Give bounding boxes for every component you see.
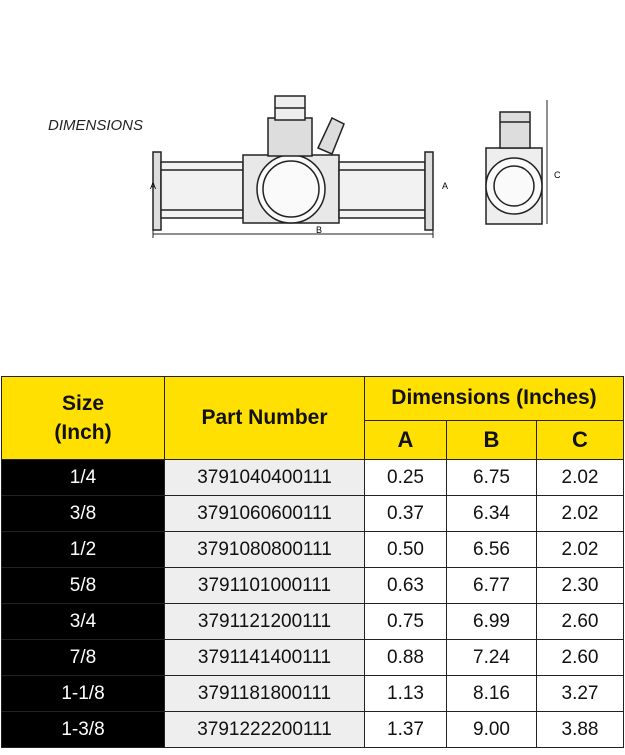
dim-b-cell: 9.00 [447, 712, 537, 748]
header-b: B [447, 420, 537, 459]
ball-circle [257, 155, 325, 223]
side-cap [500, 112, 530, 148]
dim-a-cell: 1.13 [365, 676, 447, 712]
dim-b-cell: 6.56 [447, 532, 537, 568]
part-number-cell: 3791101000111 [165, 568, 365, 604]
drawing-title: DIMENSIONS [48, 117, 144, 134]
part-number-cell: 3791040400111 [165, 460, 365, 496]
header-c: C [537, 420, 624, 459]
access-port [318, 118, 344, 154]
dim-a-cell: 0.37 [365, 496, 447, 532]
dim-c-cell: 3.27 [537, 676, 624, 712]
dim-c-cell: 3.88 [537, 712, 624, 748]
left-flange [153, 152, 161, 230]
part-number-cell: 3791141400111 [165, 640, 365, 676]
label-b: B [316, 225, 323, 235]
label-a-left: A [150, 181, 157, 191]
table-row [2, 712, 624, 748]
size-cell: 5/8 [2, 568, 165, 604]
size-cell: 3/8 [2, 496, 165, 532]
table-row [2, 604, 624, 640]
table-row [2, 460, 624, 496]
dim-c-cell: 2.02 [537, 460, 624, 496]
header-size: Size (Inch) [2, 377, 165, 460]
header-part-number: Part Number [165, 377, 365, 460]
dim-b-cell: 7.24 [447, 640, 537, 676]
label-a-right: A [442, 181, 449, 191]
dim-b-cell: 6.75 [447, 460, 537, 496]
label-c: C [554, 170, 561, 180]
dim-a-cell: 0.25 [365, 460, 447, 496]
valve-dimension-drawing [0, 0, 625, 360]
dim-a-cell: 0.63 [365, 568, 447, 604]
table-row [2, 640, 624, 676]
dim-b-cell: 6.99 [447, 604, 537, 640]
dim-b-cell: 8.16 [447, 676, 537, 712]
header-a: A [365, 420, 447, 459]
dim-c-cell: 2.02 [537, 532, 624, 568]
size-cell: 7/8 [2, 640, 165, 676]
header-dimensions: Dimensions (Inches) [365, 377, 624, 421]
valve-stem [268, 118, 312, 156]
size-cell: 1-3/8 [2, 712, 165, 748]
dimensions-table [1, 376, 624, 748]
dim-b-cell: 6.77 [447, 568, 537, 604]
table-row [2, 532, 624, 568]
part-number-cell: 3791121200111 [165, 604, 365, 640]
dim-a-cell: 1.37 [365, 712, 447, 748]
dim-c-cell: 2.60 [537, 604, 624, 640]
dim-c-cell: 2.30 [537, 568, 624, 604]
right-flange [425, 152, 433, 230]
table-row [2, 676, 624, 712]
dim-b-cell: 6.34 [447, 496, 537, 532]
dim-a-cell: 0.50 [365, 532, 447, 568]
size-cell: 1-1/8 [2, 676, 165, 712]
dim-a-cell: 0.88 [365, 640, 447, 676]
dim-c-cell: 2.02 [537, 496, 624, 532]
part-number-cell: 3791060600111 [165, 496, 365, 532]
size-cell: 1/4 [2, 460, 165, 496]
dim-c-cell: 2.60 [537, 640, 624, 676]
part-number-cell: 3791080800111 [165, 532, 365, 568]
part-number-cell: 3791181800111 [165, 676, 365, 712]
dim-a-cell: 0.75 [365, 604, 447, 640]
table-row [2, 568, 624, 604]
size-cell: 3/4 [2, 604, 165, 640]
part-number-cell: 3791222200111 [165, 712, 365, 748]
size-cell: 1/2 [2, 532, 165, 568]
table-row [2, 496, 624, 532]
